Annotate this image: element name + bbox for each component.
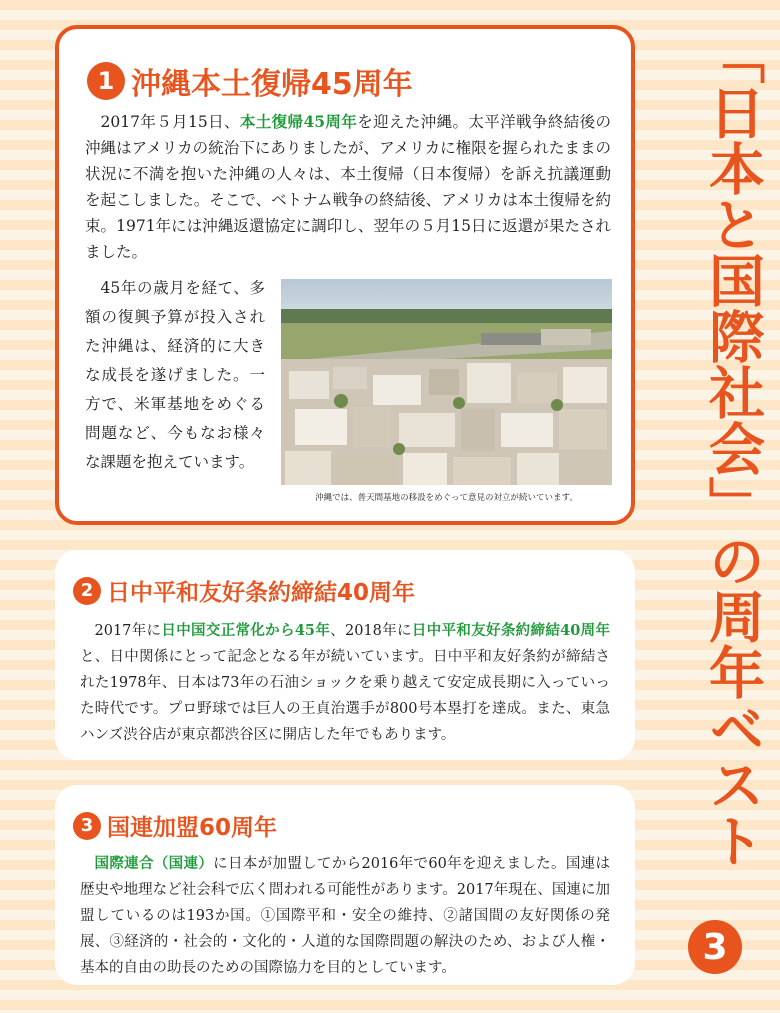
section-okinawa-heading — [87, 59, 413, 103]
side-title: 「日本と国際社会」の周年ベスト — [700, 28, 765, 868]
number-badge: 2 — [73, 577, 101, 605]
okinawa-base-photo — [281, 279, 612, 485]
number-badge: 1 — [87, 62, 125, 100]
number-badge: 3 — [73, 812, 101, 840]
section-okinawa-paragraph-2: 45年の歳月を経て、多額の復興予算が投入された沖縄は、経済的に大きな成長を遂げました。一方で、米軍基地をめぐる問題など、今もなお様々な課題を抱えています。 — [85, 279, 265, 471]
section-un-heading — [73, 809, 277, 842]
section-un-paragraph: 国際連合（国連）に日本が加盟してから2016年で60年を迎えました。国連は歴史や地理など社会科で広く問われる可能性があります。2017年現在、国連に加盟しているのは193か国。①国際平和・安全の維持、②諸国間の友好関係の発展、③経済的・社会的・文化的・人道的な国際問題の解決のため、および人権・基本的自由の助長のための国際協力を目的としています。 — [80, 855, 611, 976]
section-title: 国連加盟60周年 — [107, 815, 278, 841]
section-title: 沖縄本土復帰45周年 — [131, 67, 413, 102]
section-japan-china-heading — [73, 574, 415, 607]
okinawa-base-photo-image — [281, 279, 612, 485]
section-title: 日中平和友好条約締結40周年 — [107, 580, 416, 606]
photo-caption: 沖縄では、普天間基地の移設をめぐって意見の対立が続いています。 — [315, 493, 578, 503]
side-number-badge: 3 — [688, 920, 742, 974]
section-japan-china-paragraph: 2017年に日中国交正常化から45年、2018年に日中平和友好条約締結40周年と、日中関係にとって記念となる年が続いています。日中平和友好条約が締結された1978年、日本は73年の石油ショックを乗り越えて安定成長期に入っていった時代です。プロ野球では巨人の王貞治選手が800号本塁打を達成。また、東急ハンズ渋谷店が東京都渋谷区に開店した年でもあります。 — [80, 622, 610, 743]
section-un — [55, 785, 635, 985]
section-okinawa — [55, 25, 635, 525]
section-okinawa-paragraph-1: 2017年５月15日、本土復帰45周年を迎えた沖縄。太平洋戦争終結後の沖縄はアメリカの統治下にありましたが、アメリカに権限を握られたままの状況に不満を抱いた沖縄の人々は、本土復帰（日本復帰）を訴え抗議運動を起こしました。そこで、ベトナム戦争の終結後、アメリカは本土復帰を約束。1971年には沖縄返還協定に調印し、翌年の５月15日に返還が果たされました。 — [85, 112, 611, 261]
section-japan-china — [55, 550, 635, 760]
